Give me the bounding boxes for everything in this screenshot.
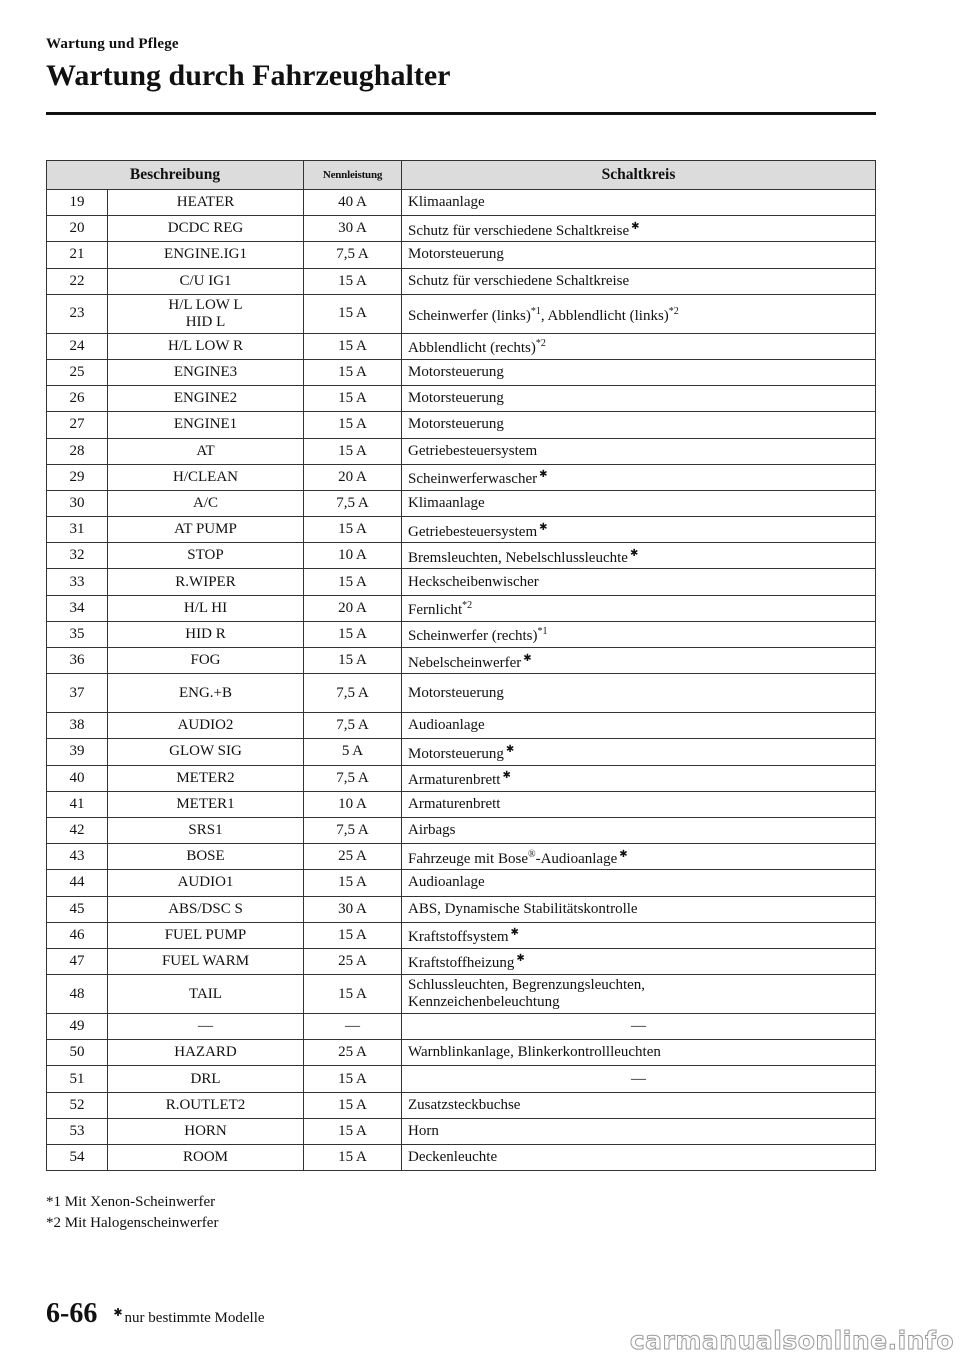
table-row: [47, 543, 876, 569]
fuse-number: 45: [47, 896, 108, 922]
fuse-number: 51: [47, 1066, 108, 1092]
table-row: [47, 1118, 876, 1144]
fuse-name: FUEL WARM: [108, 948, 304, 974]
fuse-name: ENGINE3: [108, 359, 304, 385]
footnote-xenon: *1 Mit Xenon-Scheinwerfer: [46, 1194, 216, 1210]
table-row: [47, 569, 876, 595]
circuit-text: Audioanlage: [408, 717, 485, 734]
table-row: [47, 621, 876, 647]
fuse-number: 41: [47, 791, 108, 817]
asterisk-icon: ✱: [516, 953, 525, 965]
fuse-rating: 7,5 A: [304, 242, 402, 268]
fuse-circuit: [402, 268, 876, 294]
fuse-number: 32: [47, 543, 108, 569]
table-row: [47, 359, 876, 385]
asterisk-icon: ✱: [523, 652, 532, 664]
fuse-circuit: [402, 922, 876, 948]
fuse-name: H/CLEAN: [108, 464, 304, 490]
asterisk-icon: ✱: [505, 743, 515, 755]
circuit-text: Scheinwerfer (links): [408, 307, 531, 324]
circuit-text: —: [631, 1018, 646, 1035]
fuse-number: 29: [47, 464, 108, 490]
title-divider: [46, 112, 876, 115]
table-row: [47, 713, 876, 739]
table-row: [47, 1066, 876, 1092]
fuse-name: AUDIO2: [108, 713, 304, 739]
fuse-rating: 7,5 A: [304, 765, 402, 791]
fuse-rating: 25 A: [304, 844, 402, 870]
fuse-circuit: [402, 765, 876, 791]
fuse-circuit: [402, 648, 876, 674]
fuse-circuit: [402, 1040, 876, 1066]
fuse-name: H/L LOW R: [108, 333, 304, 359]
fuse-circuit: [402, 817, 876, 843]
fuse-circuit: [402, 1145, 876, 1171]
asterisk-icon: ✱: [113, 1307, 123, 1319]
circuit-text: Motorsteuerung: [408, 684, 504, 701]
fuse-name: SRS1: [108, 817, 304, 843]
fuse-number: 52: [47, 1092, 108, 1118]
fuse-circuit: [402, 674, 876, 713]
fuse-circuit: [402, 216, 876, 242]
fuse-name: ENGINE2: [108, 386, 304, 412]
fuse-name: HORN: [108, 1118, 304, 1144]
fuse-rating: 15 A: [304, 438, 402, 464]
fuse-number: 24: [47, 333, 108, 359]
table-row: [47, 648, 876, 674]
fuse-rating: 20 A: [304, 595, 402, 621]
fuse-circuit: [402, 870, 876, 896]
fuse-rating: 20 A: [304, 464, 402, 490]
circuit-text: Abblendlicht (rechts): [408, 340, 536, 357]
circuit-text: Fahrzeuge mit Bose: [408, 850, 528, 867]
fuse-circuit: [402, 543, 876, 569]
table-row: [47, 438, 876, 464]
fuse-name: ENGINE.IG1: [108, 242, 304, 268]
fuse-number: 50: [47, 1040, 108, 1066]
circuit-text: Schutz für verschiedene Schaltkreise: [408, 272, 630, 289]
circuit-text: Getriebesteuersystem: [408, 442, 538, 459]
fuse-circuit: [402, 490, 876, 516]
table-row: [47, 1092, 876, 1118]
fuse-circuit: [402, 386, 876, 412]
circuit-text: Armaturenbrett: [408, 772, 501, 789]
fuse-number: 49: [47, 1014, 108, 1040]
fuse-rating: 15 A: [304, 1066, 402, 1092]
asterisk-icon: ✱: [539, 469, 548, 481]
section-label: Wartung und Pflege: [46, 36, 179, 52]
circuit-text: Deckenleuchte: [408, 1149, 498, 1166]
fuse-name: H/L HI: [108, 595, 304, 621]
fuse-rating: 30 A: [304, 896, 402, 922]
fuse-number: 34: [47, 595, 108, 621]
fuse-circuit: [402, 791, 876, 817]
fuse-name: BOSE: [108, 844, 304, 870]
table-header-row: [47, 161, 876, 190]
circuit-text: Motorsteuerung: [408, 416, 504, 433]
table-row: [47, 896, 876, 922]
circuit-text: Klimaanlage: [408, 494, 485, 511]
footnote-marker: *1: [537, 626, 548, 638]
watermark: carmanualsonline.info: [629, 1326, 954, 1355]
table-row: [47, 1014, 876, 1040]
fuse-rating: 15 A: [304, 268, 402, 294]
circuit-text: Armaturenbrett: [408, 795, 501, 812]
fuse-number: 46: [47, 922, 108, 948]
circuit-text: Motorsteuerung: [408, 246, 504, 263]
fuse-name: R.OUTLET2: [108, 1092, 304, 1118]
page-title: Wartung durch Fahrzeughalter: [46, 59, 451, 92]
circuit-text: Kraftstoffheizung: [408, 955, 515, 972]
circuit-text: Schutz für verschiedene Schaltkreise: [408, 222, 630, 239]
table-row: [47, 294, 876, 333]
circuit-text: Getriebesteuersystem: [408, 523, 538, 540]
fuse-name: FUEL PUMP: [108, 922, 304, 948]
fuse-circuit: [402, 412, 876, 438]
fuse-rating: 30 A: [304, 216, 402, 242]
fuse-number: 28: [47, 438, 108, 464]
fuse-rating: 15 A: [304, 569, 402, 595]
fuse-name: ENGINE1: [108, 412, 304, 438]
fuse-circuit: [402, 294, 876, 333]
fuse-number: 40: [47, 765, 108, 791]
fuse-number: 21: [47, 242, 108, 268]
table-row: [47, 739, 876, 765]
fuse-number: 44: [47, 870, 108, 896]
table-row: [47, 817, 876, 843]
fuse-rating: —: [304, 1014, 402, 1040]
fuse-name: AT PUMP: [108, 517, 304, 543]
fuse-table: [46, 160, 876, 1171]
fuse-rating: 7,5 A: [304, 674, 402, 713]
fuse-circuit: [402, 1066, 876, 1092]
table-row: [47, 1145, 876, 1171]
fuse-rating: 15 A: [304, 648, 402, 674]
fuse-rating: 7,5 A: [304, 713, 402, 739]
fuse-circuit: [402, 739, 876, 765]
fuse-name: AT: [108, 438, 304, 464]
table-row: [47, 490, 876, 516]
table-row: [47, 333, 876, 359]
fuse-name: HID R: [108, 621, 304, 647]
asterisk-icon: ✱: [619, 848, 628, 860]
fuse-number: 30: [47, 490, 108, 516]
table-row: [47, 765, 876, 791]
circuit-text: Kraftstoffsystem: [408, 929, 509, 946]
fuse-name: DCDC REG: [108, 216, 304, 242]
fuse-rating: 15 A: [304, 1092, 402, 1118]
table-row: [47, 595, 876, 621]
fuse-rating: 15 A: [304, 333, 402, 359]
footnote-marker: *1: [530, 305, 541, 317]
fuse-circuit: [402, 1118, 876, 1144]
fuse-rating: 40 A: [304, 190, 402, 216]
table-row: [47, 464, 876, 490]
fuse-name: A/C: [108, 490, 304, 516]
fuse-number: 38: [47, 713, 108, 739]
fuse-rating: 15 A: [304, 412, 402, 438]
table-row: [47, 922, 876, 948]
fuse-number: 27: [47, 412, 108, 438]
fuse-name: TAIL: [108, 975, 304, 1014]
fuse-name: ROOM: [108, 1145, 304, 1171]
fuse-circuit: [402, 948, 876, 974]
page-footer: [46, 1298, 265, 1330]
fuse-name: DRL: [108, 1066, 304, 1092]
footnote-marker: *2: [668, 305, 679, 317]
fuse-number: 19: [47, 190, 108, 216]
footer-note: [113, 1306, 264, 1327]
fuse-number: 47: [47, 948, 108, 974]
fuse-rating: 15 A: [304, 386, 402, 412]
fuse-circuit: [402, 242, 876, 268]
fuse-number: 26: [47, 386, 108, 412]
fuse-name: GLOW SIG: [108, 739, 304, 765]
fuse-circuit: [402, 1092, 876, 1118]
table-row: [47, 268, 876, 294]
footnote-halogen: *2 Mit Halogenscheinwerfer: [46, 1215, 219, 1231]
circuit-text-continued: -Audioanlage: [535, 850, 618, 867]
circuit-text: Scheinwerferwascher: [408, 471, 538, 488]
circuit-text: Fernlicht: [408, 602, 463, 619]
fuse-circuit: [402, 896, 876, 922]
fuse-name: AUDIO1: [108, 870, 304, 896]
table-row: [47, 190, 876, 216]
table-row: [47, 948, 876, 974]
table-row: [47, 975, 876, 1014]
fuse-circuit: [402, 595, 876, 621]
fuse-name: H/L LOW L HID L: [108, 294, 304, 333]
table-row: [47, 216, 876, 242]
fuse-rating: 15 A: [304, 621, 402, 647]
fuse-name: STOP: [108, 543, 304, 569]
page-header: [46, 36, 876, 95]
fuse-rating: 15 A: [304, 922, 402, 948]
column-header-description: Beschreibung: [47, 161, 304, 190]
fuse-name: R.WIPER: [108, 569, 304, 595]
table-row: [47, 791, 876, 817]
circuit-text: Heckscheibenwischer: [408, 573, 539, 590]
fuse-rating: 15 A: [304, 1145, 402, 1171]
fuse-number: 31: [47, 517, 108, 543]
fuse-rating: 15 A: [304, 517, 402, 543]
circuit-text: Airbags: [408, 822, 456, 839]
fuse-rating: 15 A: [304, 975, 402, 1014]
circuit-text: Schlussleuchten, Begrenzungsleuchten, Kennzeichenbeleuchtung: [408, 977, 646, 1011]
asterisk-icon: ✱: [539, 521, 548, 533]
fuse-rating: 15 A: [304, 870, 402, 896]
fuse-circuit: [402, 464, 876, 490]
table-row: [47, 1040, 876, 1066]
fuse-circuit: [402, 569, 876, 595]
footnotes: [46, 1192, 218, 1234]
circuit-text: Motorsteuerung: [408, 745, 504, 762]
fuse-circuit: [402, 517, 876, 543]
fuse-table-body: [47, 190, 876, 1171]
fuse-circuit: [402, 975, 876, 1014]
circuit-text: Audioanlage: [408, 874, 485, 891]
asterisk-icon: ✱: [502, 770, 511, 782]
column-header-rating: Nennleistung: [304, 161, 402, 190]
fuse-circuit: [402, 713, 876, 739]
table-row: [47, 674, 876, 713]
circuit-text: Nebelscheinwerfer: [408, 654, 522, 671]
fuse-number: 48: [47, 975, 108, 1014]
footnote-marker: ®: [527, 848, 536, 860]
fuse-circuit: [402, 844, 876, 870]
fuse-number: 39: [47, 739, 108, 765]
circuit-text: Bremsleuchten, Nebelschlussleuchte: [408, 549, 628, 566]
fuse-name: HEATER: [108, 190, 304, 216]
table-row: [47, 242, 876, 268]
fuse-name: METER2: [108, 765, 304, 791]
circuit-text: Warnblinkanlage, Blinkerkontrollleuchten: [408, 1044, 661, 1061]
fuse-number: 22: [47, 268, 108, 294]
fuse-number: 53: [47, 1118, 108, 1144]
fuse-rating: 7,5 A: [304, 817, 402, 843]
fuse-number: 37: [47, 674, 108, 713]
fuse-rating: 15 A: [304, 294, 402, 333]
fuse-number: 33: [47, 569, 108, 595]
page-number: 6-66: [46, 1298, 98, 1329]
fuse-circuit: [402, 333, 876, 359]
fuse-circuit: [402, 1014, 876, 1040]
circuit-text: Zusatzsteckbuchse: [408, 1096, 521, 1113]
asterisk-icon: ✱: [629, 547, 639, 559]
fuse-number: 42: [47, 817, 108, 843]
fuse-name: ENG.+B: [108, 674, 304, 713]
fuse-number: 25: [47, 359, 108, 385]
fuse-name: C/U IG1: [108, 268, 304, 294]
asterisk-icon: ✱: [510, 927, 519, 939]
fuse-name: —: [108, 1014, 304, 1040]
column-header-circuit: Schaltkreis: [402, 161, 876, 190]
fuse-name: ABS/DSC S: [108, 896, 304, 922]
circuit-text: ABS, Dynamische Stabilitätskontrolle: [408, 900, 638, 917]
fuse-rating: 25 A: [304, 1040, 402, 1066]
circuit-text: Klimaanlage: [408, 194, 485, 211]
table-row: [47, 844, 876, 870]
fuse-circuit: [402, 621, 876, 647]
fuse-circuit: [402, 438, 876, 464]
table-row: [47, 517, 876, 543]
fuse-number: 20: [47, 216, 108, 242]
fuse-number: 43: [47, 844, 108, 870]
fuse-rating: 10 A: [304, 543, 402, 569]
circuit-text: Motorsteuerung: [408, 390, 504, 407]
footer-note-text: nur bestimmte Modelle: [124, 1310, 265, 1326]
fuse-rating: 15 A: [304, 1118, 402, 1144]
circuit-text: Scheinwerfer (rechts): [408, 628, 538, 645]
table-row: [47, 386, 876, 412]
fuse-rating: 10 A: [304, 791, 402, 817]
fuse-circuit: [402, 359, 876, 385]
circuit-text: Horn: [408, 1122, 439, 1139]
fuse-rating: 25 A: [304, 948, 402, 974]
asterisk-icon: ✱: [631, 220, 640, 232]
fuse-name: HAZARD: [108, 1040, 304, 1066]
fuse-number: 23: [47, 294, 108, 333]
fuse-number: 54: [47, 1145, 108, 1171]
footnote-marker: *2: [535, 338, 546, 350]
table-row: [47, 870, 876, 896]
circuit-text: Motorsteuerung: [408, 364, 504, 381]
fuse-name: METER1: [108, 791, 304, 817]
fuse-number: 36: [47, 648, 108, 674]
circuit-text: —: [631, 1070, 646, 1087]
fuse-number: 35: [47, 621, 108, 647]
fuse-rating: 5 A: [304, 739, 402, 765]
fuse-rating: 15 A: [304, 359, 402, 385]
fuse-rating: 7,5 A: [304, 490, 402, 516]
footnote-marker: *2: [462, 600, 473, 612]
fuse-circuit: [402, 190, 876, 216]
circuit-text-continued: , Abblendlicht (links): [540, 307, 669, 324]
table-row: [47, 412, 876, 438]
fuse-name: FOG: [108, 648, 304, 674]
